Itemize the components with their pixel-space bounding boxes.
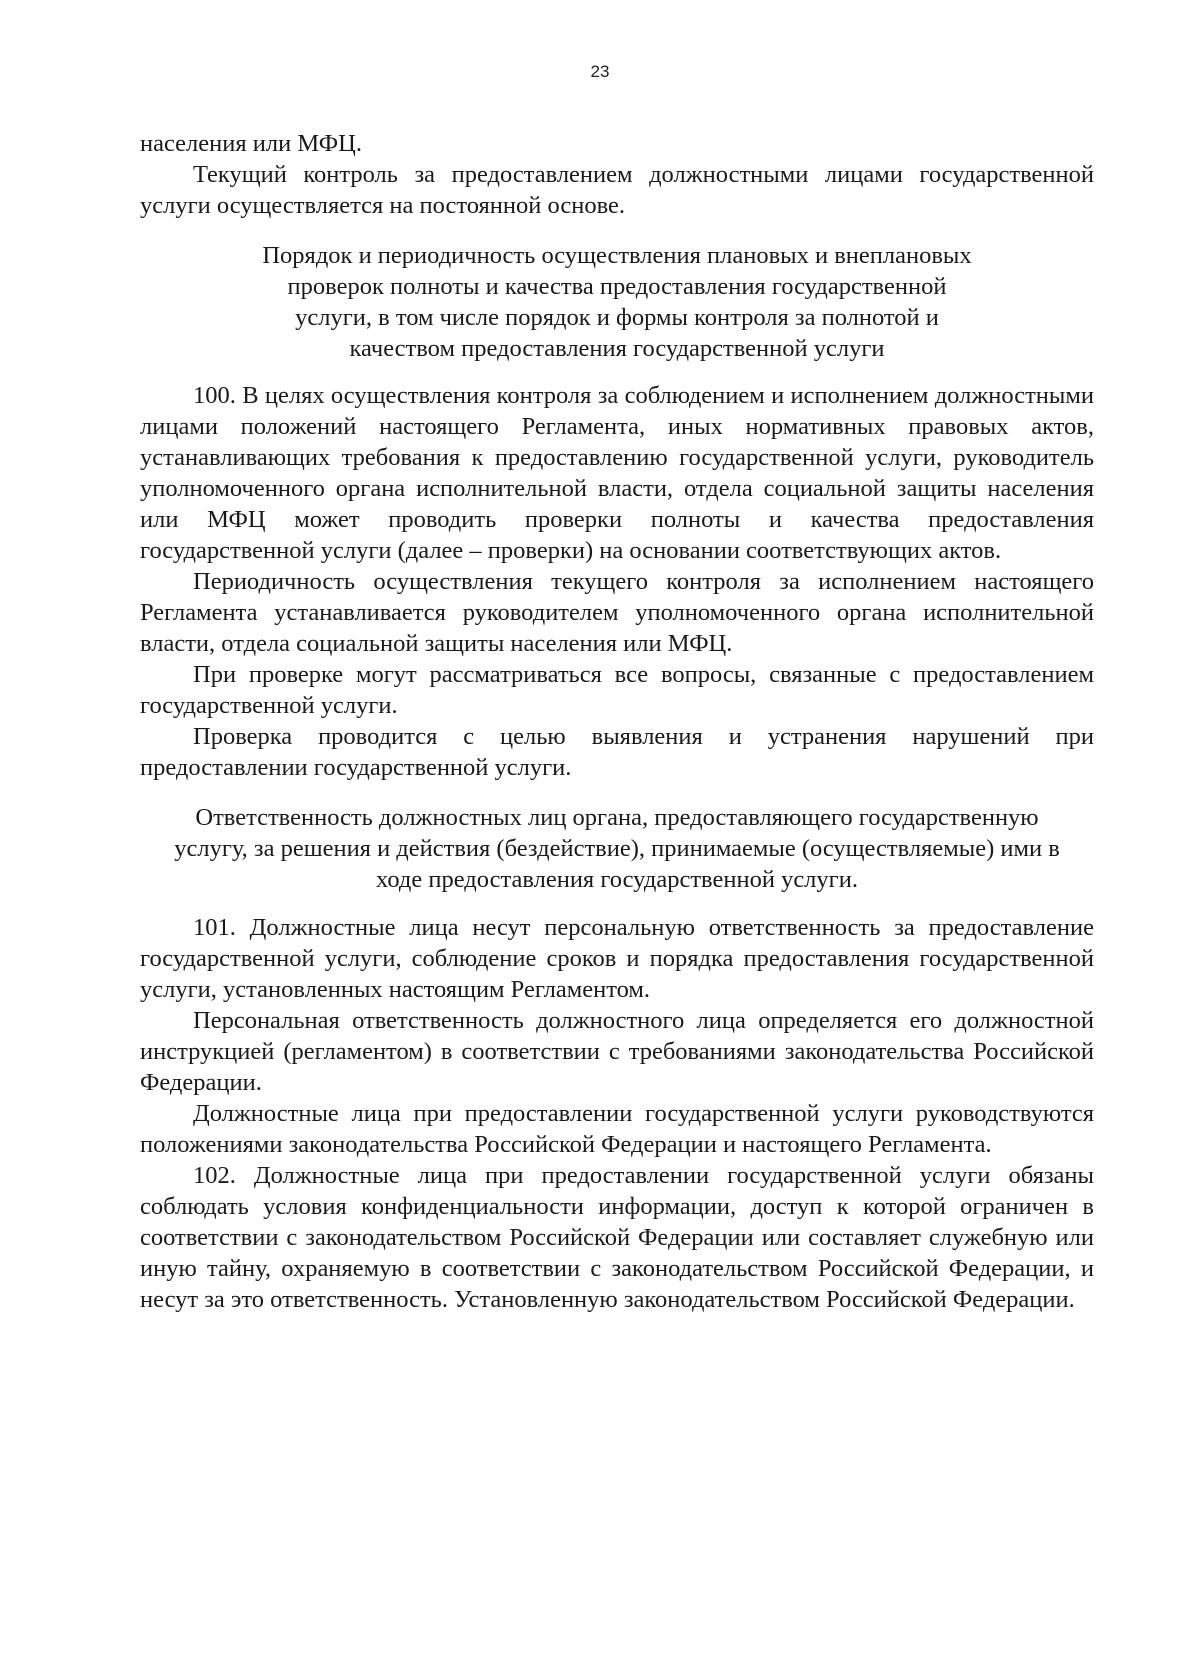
paragraph-100: 100. В целях осуществления контроля за соблюдением и исполнением должностными лицами положений настоящего Регламента, иных нормативных правовых актов, устанавливающих требования к предоставлению государственной услуги, руководитель уполномоченного органа исполнительной власти, отдела социальной защиты населения или МФЦ может проводить проверки полноты и качества предоставления государственной услуги (далее – проверки) на основании соответствующих актов. xyxy=(140,382,1094,564)
paragraph-intro-continuation: населения или МФЦ. xyxy=(140,130,362,157)
section-heading-responsibility: Ответственность должностных лиц органа, предоставляющего государственную услугу, за решения и действия (бездействие), принимаемые (осуществляемые) ими в ходе предоставления государственной услуги. xyxy=(174,804,1060,893)
section-heading-responsibility-wrapper xyxy=(140,802,1094,895)
paragraph-100-periodicity: Периодичность осуществления текущего контроля за исполнением настоящего Регламента устанавливается руководителем уполномоченного органа исполнительной власти, отдела социальной защиты населения или МФЦ. xyxy=(140,568,1094,657)
document-body xyxy=(140,128,1094,1315)
paragraph-current-control: Текущий контроль за предоставлением должностными лицами государственной услуги осуществляется на постоянной основе. xyxy=(140,161,1094,219)
page-number: 23 xyxy=(590,62,610,81)
paragraph-101-personal: Персональная ответственность должностного лица определяется его должностной инструкцией (регламентом) в соответствии с требованиями законодательства Российской Федерации. xyxy=(140,1007,1094,1096)
section-heading-inspections: Порядок и периодичность осуществления плановых и внеплановых проверок полноты и качества предоставления государственной услуги, в том числе порядок и формы контроля за полнотой и качеством предоставления государственной услуги xyxy=(262,242,972,362)
section-heading-inspections-wrapper xyxy=(140,240,1094,364)
paragraph-100-purpose: Проверка проводится с целью выявления и устранения нарушений при предоставлении государственной услуги. xyxy=(140,723,1094,781)
paragraph-100-scope: При проверке могут рассматриваться все вопросы, связанные с предоставлением государственной услуги. xyxy=(140,661,1094,719)
paragraph-102: 102. Должностные лица при предоставлении государственной услуги обязаны соблюдать условия конфиденциальности информации, доступ к которой ограничен в соответствии с законодательством Российской Федерации или составляет служебную или иную тайну, охраняемую в соответствии с законодательством Российской Федерации, и несут за это ответственность. Установленную законодательством Российской Федерации. xyxy=(140,1162,1094,1313)
paragraph-101: 101. Должностные лица несут персональную ответственность за предоставление государственной услуги, соблюдение сроков и порядка предоставления государственной услуги, установленных настоящим Регламентом. xyxy=(140,914,1094,1003)
paragraph-101-guidance: Должностные лица при предоставлении государственной услуги руководствуются положениями законодательства Российской Федерации и настоящего Регламента. xyxy=(140,1100,1094,1158)
